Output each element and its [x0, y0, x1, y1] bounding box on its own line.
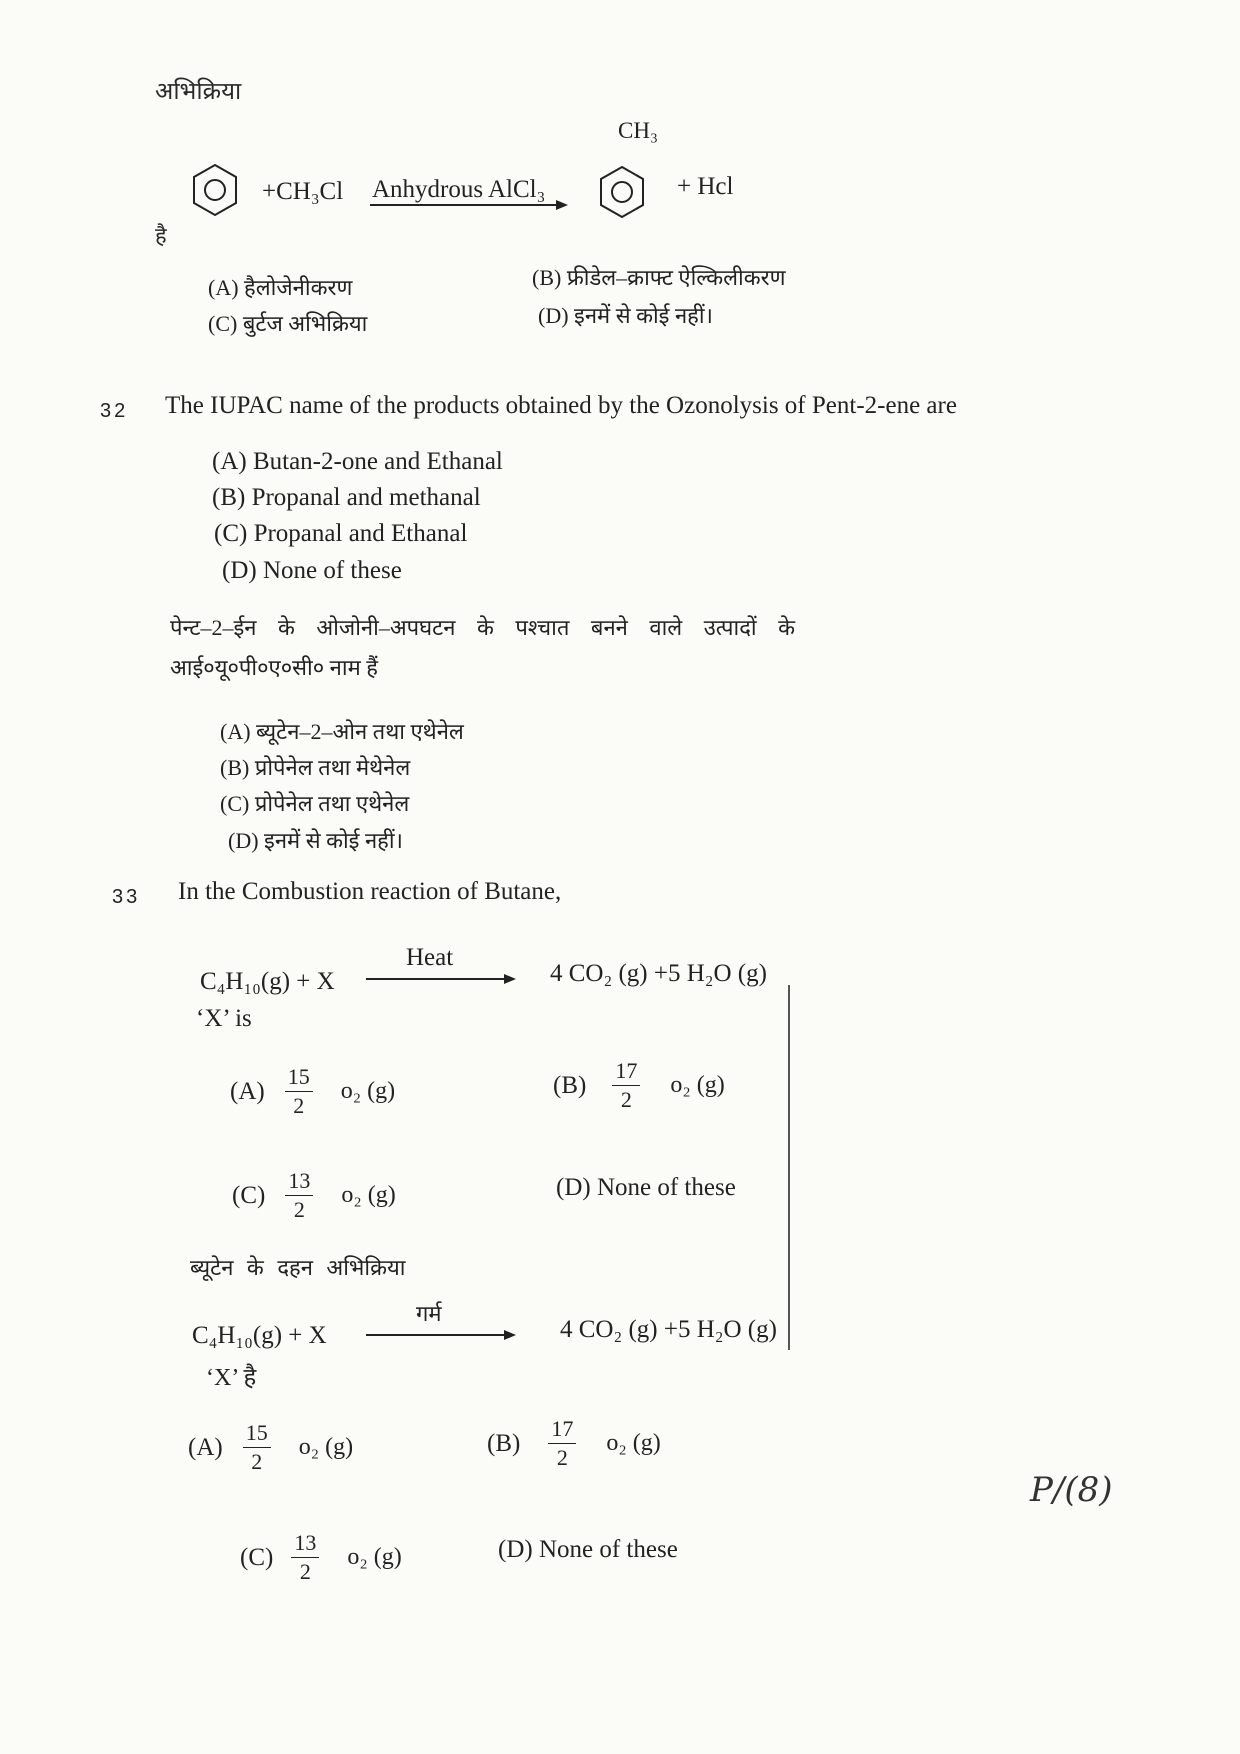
q33-number: 33: [112, 886, 141, 908]
heat-arrow-hi: [366, 1328, 518, 1342]
margin-line: [788, 985, 790, 1350]
benzene-ring-icon: [190, 162, 240, 218]
q31-reagent: +CH₃Cl: [262, 178, 344, 205]
q33-option-b-hi: (B) $\frac{17}{2}$ o₂ (g): [487, 1416, 661, 1470]
q33-question-en: In the Combustion reaction of Butane,: [178, 878, 562, 905]
q31-tail: है: [155, 224, 167, 249]
reaction-arrow: [370, 198, 570, 212]
q32-option-d-en: (D) None of these: [222, 557, 402, 584]
q32-option-a-en: (A) Butan-2-one and Ethanal: [212, 448, 503, 475]
q33-x-is-hi: ‘X’ है: [206, 1365, 257, 1391]
q31-byproduct: + Hcl: [677, 173, 734, 200]
q33-option-a-hi: (A) $\frac{15}{2}$ o₂ (g): [188, 1420, 354, 1474]
q31-condition: Anhydrous AlCl₃: [372, 176, 546, 203]
q33-condition-hi: गर्म: [416, 1301, 442, 1326]
toluene-ring-icon: [597, 164, 647, 220]
q32-question-en: The IUPAC name of the products obtained by the Ozonolysis of Pent-2-ene are: [165, 392, 957, 419]
q33-condition-en: Heat: [406, 944, 454, 971]
q32-option-c-en: (C) Propanal and Ethanal: [214, 520, 468, 547]
q33-reactant-en: C₄H₁₀(g) + X: [200, 968, 335, 995]
q33-option-d-en: (D) None of these: [556, 1174, 736, 1201]
q33-product-en: 4 CO₂ (g) +5 H₂O (g): [550, 960, 767, 987]
q33-option-c-hi: (C) $\frac{13}{2}$ o₂ (g): [240, 1530, 402, 1584]
q33-option-b-en: (B) $\frac{17}{2}$ o₂ (g): [553, 1058, 725, 1112]
q31-option-c: (C) बुर्टज अभिक्रिया: [208, 311, 368, 336]
page-mark: P/(8): [1030, 1470, 1113, 1510]
q32-option-a-hi: (A) ब्यूटेन–2–ओन तथा एथेनेल: [220, 719, 464, 744]
q32-option-d-hi: (D) इनमें से कोई नहीं।: [228, 828, 403, 853]
q32-option-c-hi: (C) प्रोपेनेल तथा एथेनेल: [220, 791, 410, 816]
q33-question-hi: ब्यूटेन के दहन अभिक्रिया: [190, 1255, 406, 1280]
q33-option-a-en: (A) $\frac{15}{2}$ o₂ (g): [230, 1064, 396, 1118]
q32-number: 32: [100, 400, 129, 422]
q31-option-a: (A) हैलोजेनीकरण: [208, 275, 353, 300]
q33-x-is-en: ‘X’ is: [196, 1005, 252, 1032]
q31-option-d: (D) इनमें से कोई नहीं।: [538, 303, 713, 328]
q32-question-hi-2: आई०यू०पी०ए०सी० नाम हैं: [170, 655, 378, 680]
q33-option-c-en: (C) $\frac{13}{2}$ o₂ (g): [232, 1168, 396, 1222]
q33-reactant-hi: C₄H₁₀(g) + X: [192, 1322, 327, 1349]
q33-product-hi: 4 CO₂ (g) +5 H₂O (g): [560, 1316, 777, 1343]
q33-option-d-hi: (D) None of these: [498, 1536, 678, 1563]
q32-question-hi-1: पेन्ट–2–ईन के ओजोनी–अपघटन के पश्चात बनने वाले उत्पादों के: [170, 615, 796, 640]
q32-option-b-hi: (B) प्रोपेनेल तथा मेथेनेल: [220, 755, 411, 780]
heat-arrow: [366, 972, 518, 986]
q31-option-b: (B) फ्रीडेल–क्राफ्ट ऐल्किलीकरण: [532, 265, 786, 290]
q31-heading: अभिक्रिया: [155, 77, 242, 105]
q32-option-b-en: (B) Propanal and methanal: [212, 484, 481, 511]
q31-substituent: CH₃: [618, 118, 658, 143]
